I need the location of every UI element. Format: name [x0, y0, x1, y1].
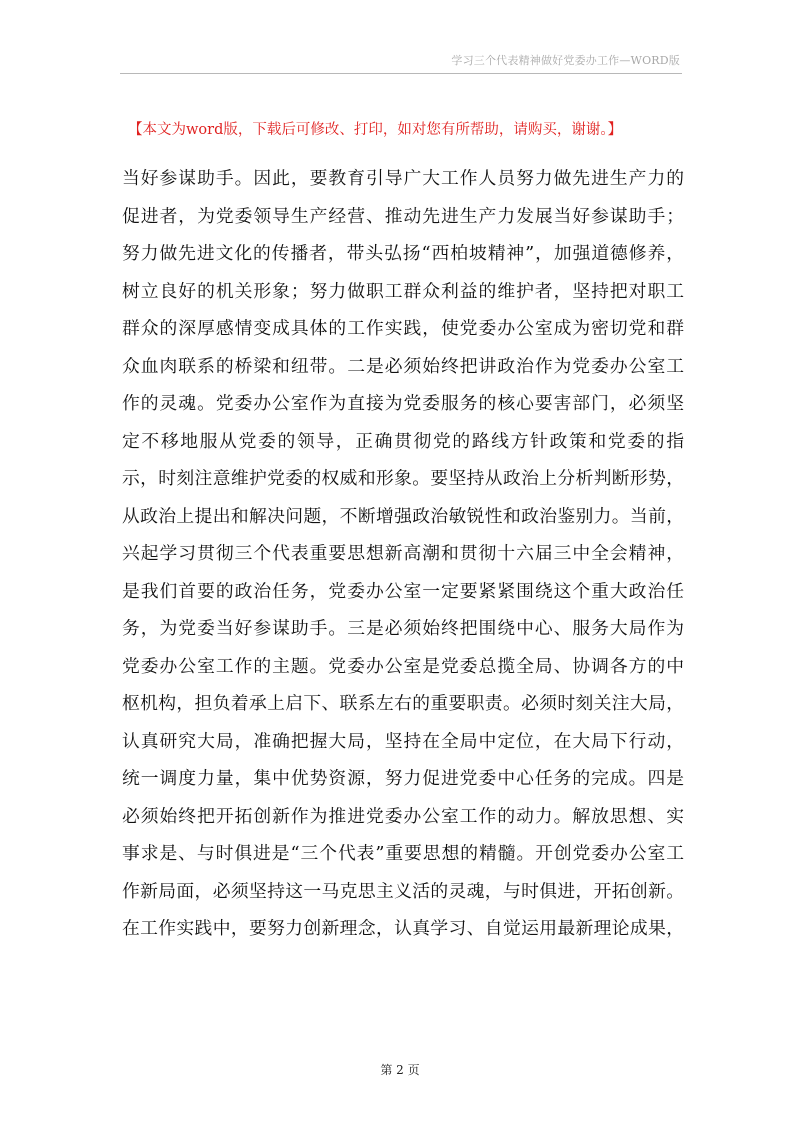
body-line: 作新局面，必须坚持这一马克思主义活的灵魂，与时俱进，开拓创新。: [122, 880, 684, 902]
body-line: 枢机构，担负着承上启下、联系左右的重要职责。必须时刻关注大局，: [122, 693, 684, 714]
body-line: 在工作实践中，要努力创新理念，认真学习、自觉运用最新理论成果，: [122, 918, 684, 939]
body-line: 必须始终把开拓创新作为推进党委办公室工作的动力。解放思想、实: [122, 805, 684, 827]
body-text: [122, 160, 684, 948]
header-title: 学习三个代表精神做好党委办工作—WORD版: [451, 54, 680, 67]
body-line: 务，为党委当好参谋助手。三是必须始终把围绕中心、服务大局作为: [122, 618, 684, 639]
download-notice: 【本文为word版，下载后可修改、打印，如对您有所帮助，请购买，谢谢。】: [128, 122, 623, 138]
header-divider: [120, 73, 682, 74]
body-line: 示，时刻注意维护党委的权威和形象。要坚持从政治上分析判断形势，: [122, 468, 684, 489]
body-line: 兴起学习贯彻三个代表重要思想新高潮和贯彻十六届三中全会精神，: [122, 543, 684, 564]
body-line: 统一调度力量，集中优势资源，努力促进党委中心任务的完成。四是: [122, 768, 684, 789]
body-line: 事求是、与时俱进是“三个代表”重要思想的精髓。开创党委办公室工: [122, 843, 684, 864]
page-number: 第 2 页: [380, 1063, 420, 1077]
body-line: 努力做先进文化的传播者，带头弘扬“西柏坡精神”，加强道德修养，: [122, 243, 684, 264]
body-line: 是我们首要的政治任务，党委办公室一定要紧紧围绕这个重大政治任: [122, 580, 684, 602]
body-line: 从政治上提出和解决问题，不断增强政治敏锐性和政治鉴别力。当前，: [122, 505, 684, 527]
body-line: 当好参谋助手。因此，要教育引导广大工作人员努力做先进生产力的: [122, 168, 684, 189]
body-line: 群众的深厚感情变成具体的工作实践，使党委办公室成为密切党和群: [122, 318, 684, 339]
body-line: 作的灵魂。党委办公室作为直接为党委服务的核心要害部门，必须坚: [122, 393, 684, 414]
body-line: 党委办公室工作的主题。党委办公室是党委总揽全局、协调各方的中: [122, 655, 684, 677]
body-line: 认真研究大局，准确把握大局，坚持在全局中定位，在大局下行动，: [122, 730, 684, 752]
body-line: 树立良好的机关形象；努力做职工群众利益的维护者，坚持把对职工: [122, 280, 684, 302]
body-line: 众血肉联系的桥梁和纽带。二是必须始终把讲政治作为党委办公室工: [122, 355, 684, 377]
body-line: 促进者，为党委领导生产经营、推动先进生产力发展当好参谋助手；: [122, 205, 684, 227]
body-line: 定不移地服从党委的领导，正确贯彻党的路线方针政策和党委的指: [122, 430, 684, 452]
